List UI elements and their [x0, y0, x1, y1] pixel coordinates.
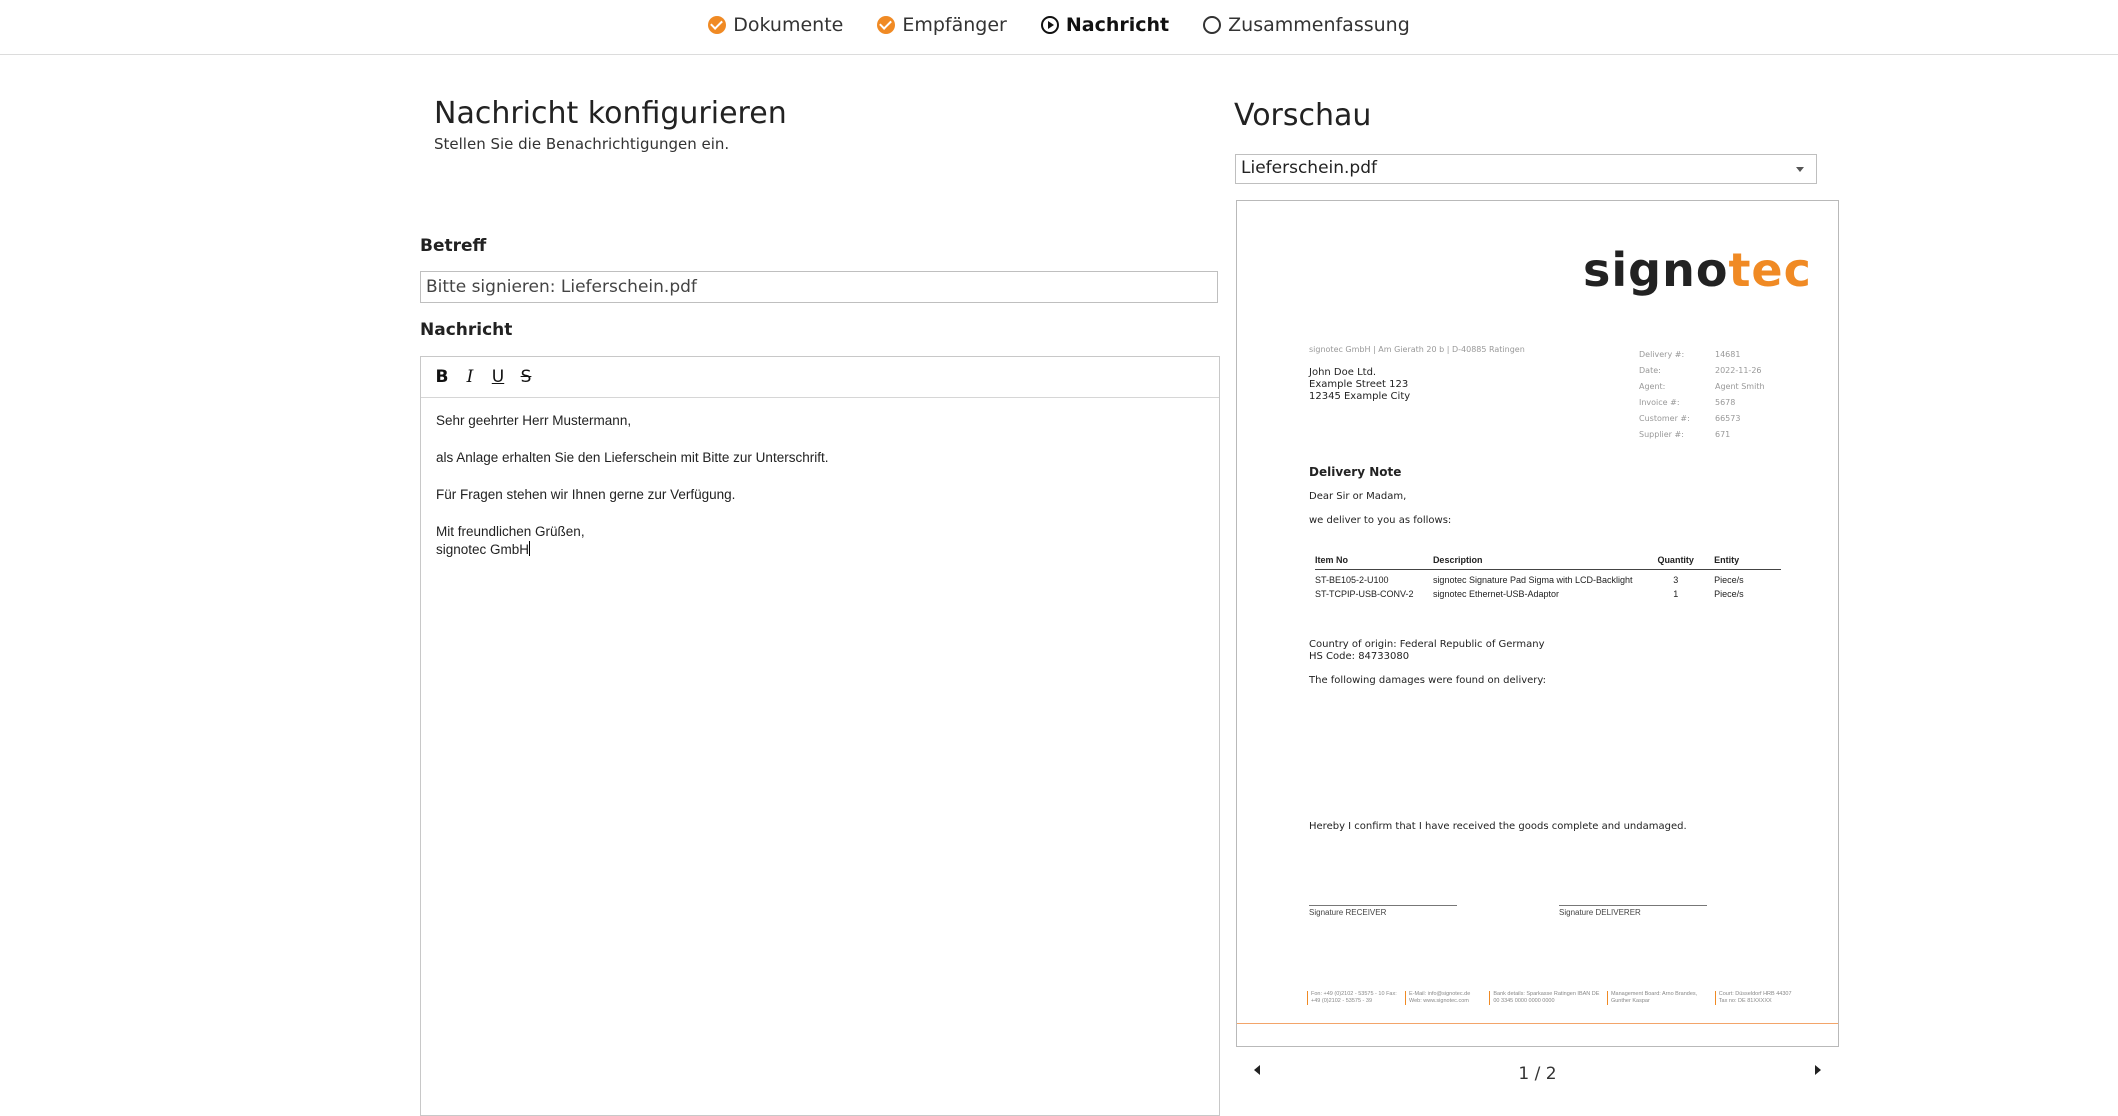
signature-deliverer-line: Signature DELIVERER [1559, 905, 1707, 917]
stepper-steps [0, 14, 2118, 36]
delivery-table [1315, 553, 1781, 601]
underline-button[interactable]: U [491, 367, 505, 387]
wizard-stepper [0, 0, 2118, 55]
page-title: Nachricht konfigurieren [434, 96, 787, 131]
chevron-down-icon [1796, 167, 1804, 172]
step-label: Nachricht [1065, 14, 1170, 36]
table-header-row: Item No Description Quantity Entity [1315, 553, 1781, 570]
strikethrough-button[interactable]: S [520, 367, 532, 387]
message-closing: Mit freundlichen Grüßen, [436, 524, 585, 539]
message-signature-line [436, 541, 1204, 559]
check-circle-icon [877, 16, 895, 34]
step-nachricht[interactable] [1041, 14, 1169, 36]
step-label: Dokumente [733, 14, 844, 36]
step-label: Empfänger [902, 14, 1007, 36]
step-dokumente[interactable] [708, 14, 843, 36]
message-line: Für Fragen stehen wir Ihnen gerne zur Verfügung. [436, 487, 736, 502]
play-circle-icon [1041, 16, 1059, 34]
sender-line: signotec GmbH | Am Gierath 20 b | D-40885 Ratingen [1309, 345, 1525, 354]
preview-title: Vorschau [1234, 98, 1372, 133]
subject-label: Betreff [420, 236, 487, 256]
doc-heading: Delivery Note [1309, 465, 1402, 479]
doc-damages: The following damages were found on delivery: [1309, 675, 1546, 686]
recipient-address: John Doe Ltd. Example Street 123 12345 Example City [1309, 367, 1411, 402]
page-subtitle: Stellen Sie die Benachrichtigungen ein. [434, 135, 730, 153]
message-signature: signotec GmbH [436, 542, 530, 557]
doc-confirmation: Hereby I confirm that I have received the goods complete and undamaged. [1309, 821, 1687, 832]
document-preview [1236, 200, 1839, 1047]
text-cursor [529, 541, 530, 556]
check-circle-icon [708, 16, 726, 34]
message-line: als Anlage erhalten Sie den Lieferschein mit Bitte zur Unterschrift. [436, 450, 829, 465]
message-editor [420, 356, 1220, 1116]
file-select[interactable] [1235, 154, 1817, 184]
message-body-textarea[interactable] [421, 398, 1219, 573]
file-select-value: Lieferschein.pdf [1241, 158, 1377, 178]
doc-footer: Fon: +49 (0)2102 - 53575 - 10 Fax: +49 (0)2102 - 53575 - 39 E-Mail: info@signotec.de Web: www.signotec.com Bank details: Sparkasse Ratingen IBAN DE 00 3345 0000 0000 0000 Management Board: Arno Brandes, Gunther Kaspar Court: Düsseldorf HRB 44307 Tax no: DE 81XXXXX [1307, 991, 1797, 1005]
bold-button[interactable]: B [435, 367, 449, 387]
doc-origin: Country of origin: Federal Republic of Germany HS Code: 84733080 [1309, 639, 1545, 662]
step-empfaenger[interactable] [877, 14, 1007, 36]
signature-receiver-line: Signature RECEIVER [1309, 905, 1457, 917]
next-page-icon[interactable] [1815, 1065, 1821, 1075]
message-label: Nachricht [420, 320, 513, 340]
step-zusammenfassung[interactable] [1203, 14, 1410, 36]
italic-button[interactable]: I [466, 367, 474, 387]
step-label: Zusammenfassung [1228, 14, 1410, 36]
doc-salutation: Dear Sir or Madam, [1309, 491, 1407, 502]
table-row: ST-BE105-2-U100 signotec Signature Pad Sigma with LCD-Backlight 3 Piece/s [1315, 575, 1744, 585]
delivery-meta: Delivery #: 14681 Date: 2022-11-26 Agent: Agent Smith Invoice #: 5678 Customer #: 66573 Supplier #: 671 [1639, 350, 1765, 439]
page-indicator: 1 / 2 [1518, 1064, 1557, 1084]
table-row: ST-TCPIP-USB-CONV-2 signotec Ethernet-USB-Adaptor 1 Piece/s [1315, 589, 1744, 599]
editor-toolbar [421, 357, 1219, 398]
subject-input[interactable] [420, 271, 1218, 303]
company-logo: signotec [1583, 243, 1812, 297]
footer-rule [1237, 1023, 1839, 1024]
preview-pager [1236, 1056, 1839, 1086]
doc-intro: we deliver to you as follows: [1309, 515, 1452, 526]
message-greeting: Sehr geehrter Herr Mustermann, [436, 413, 632, 428]
empty-circle-icon [1203, 16, 1221, 34]
